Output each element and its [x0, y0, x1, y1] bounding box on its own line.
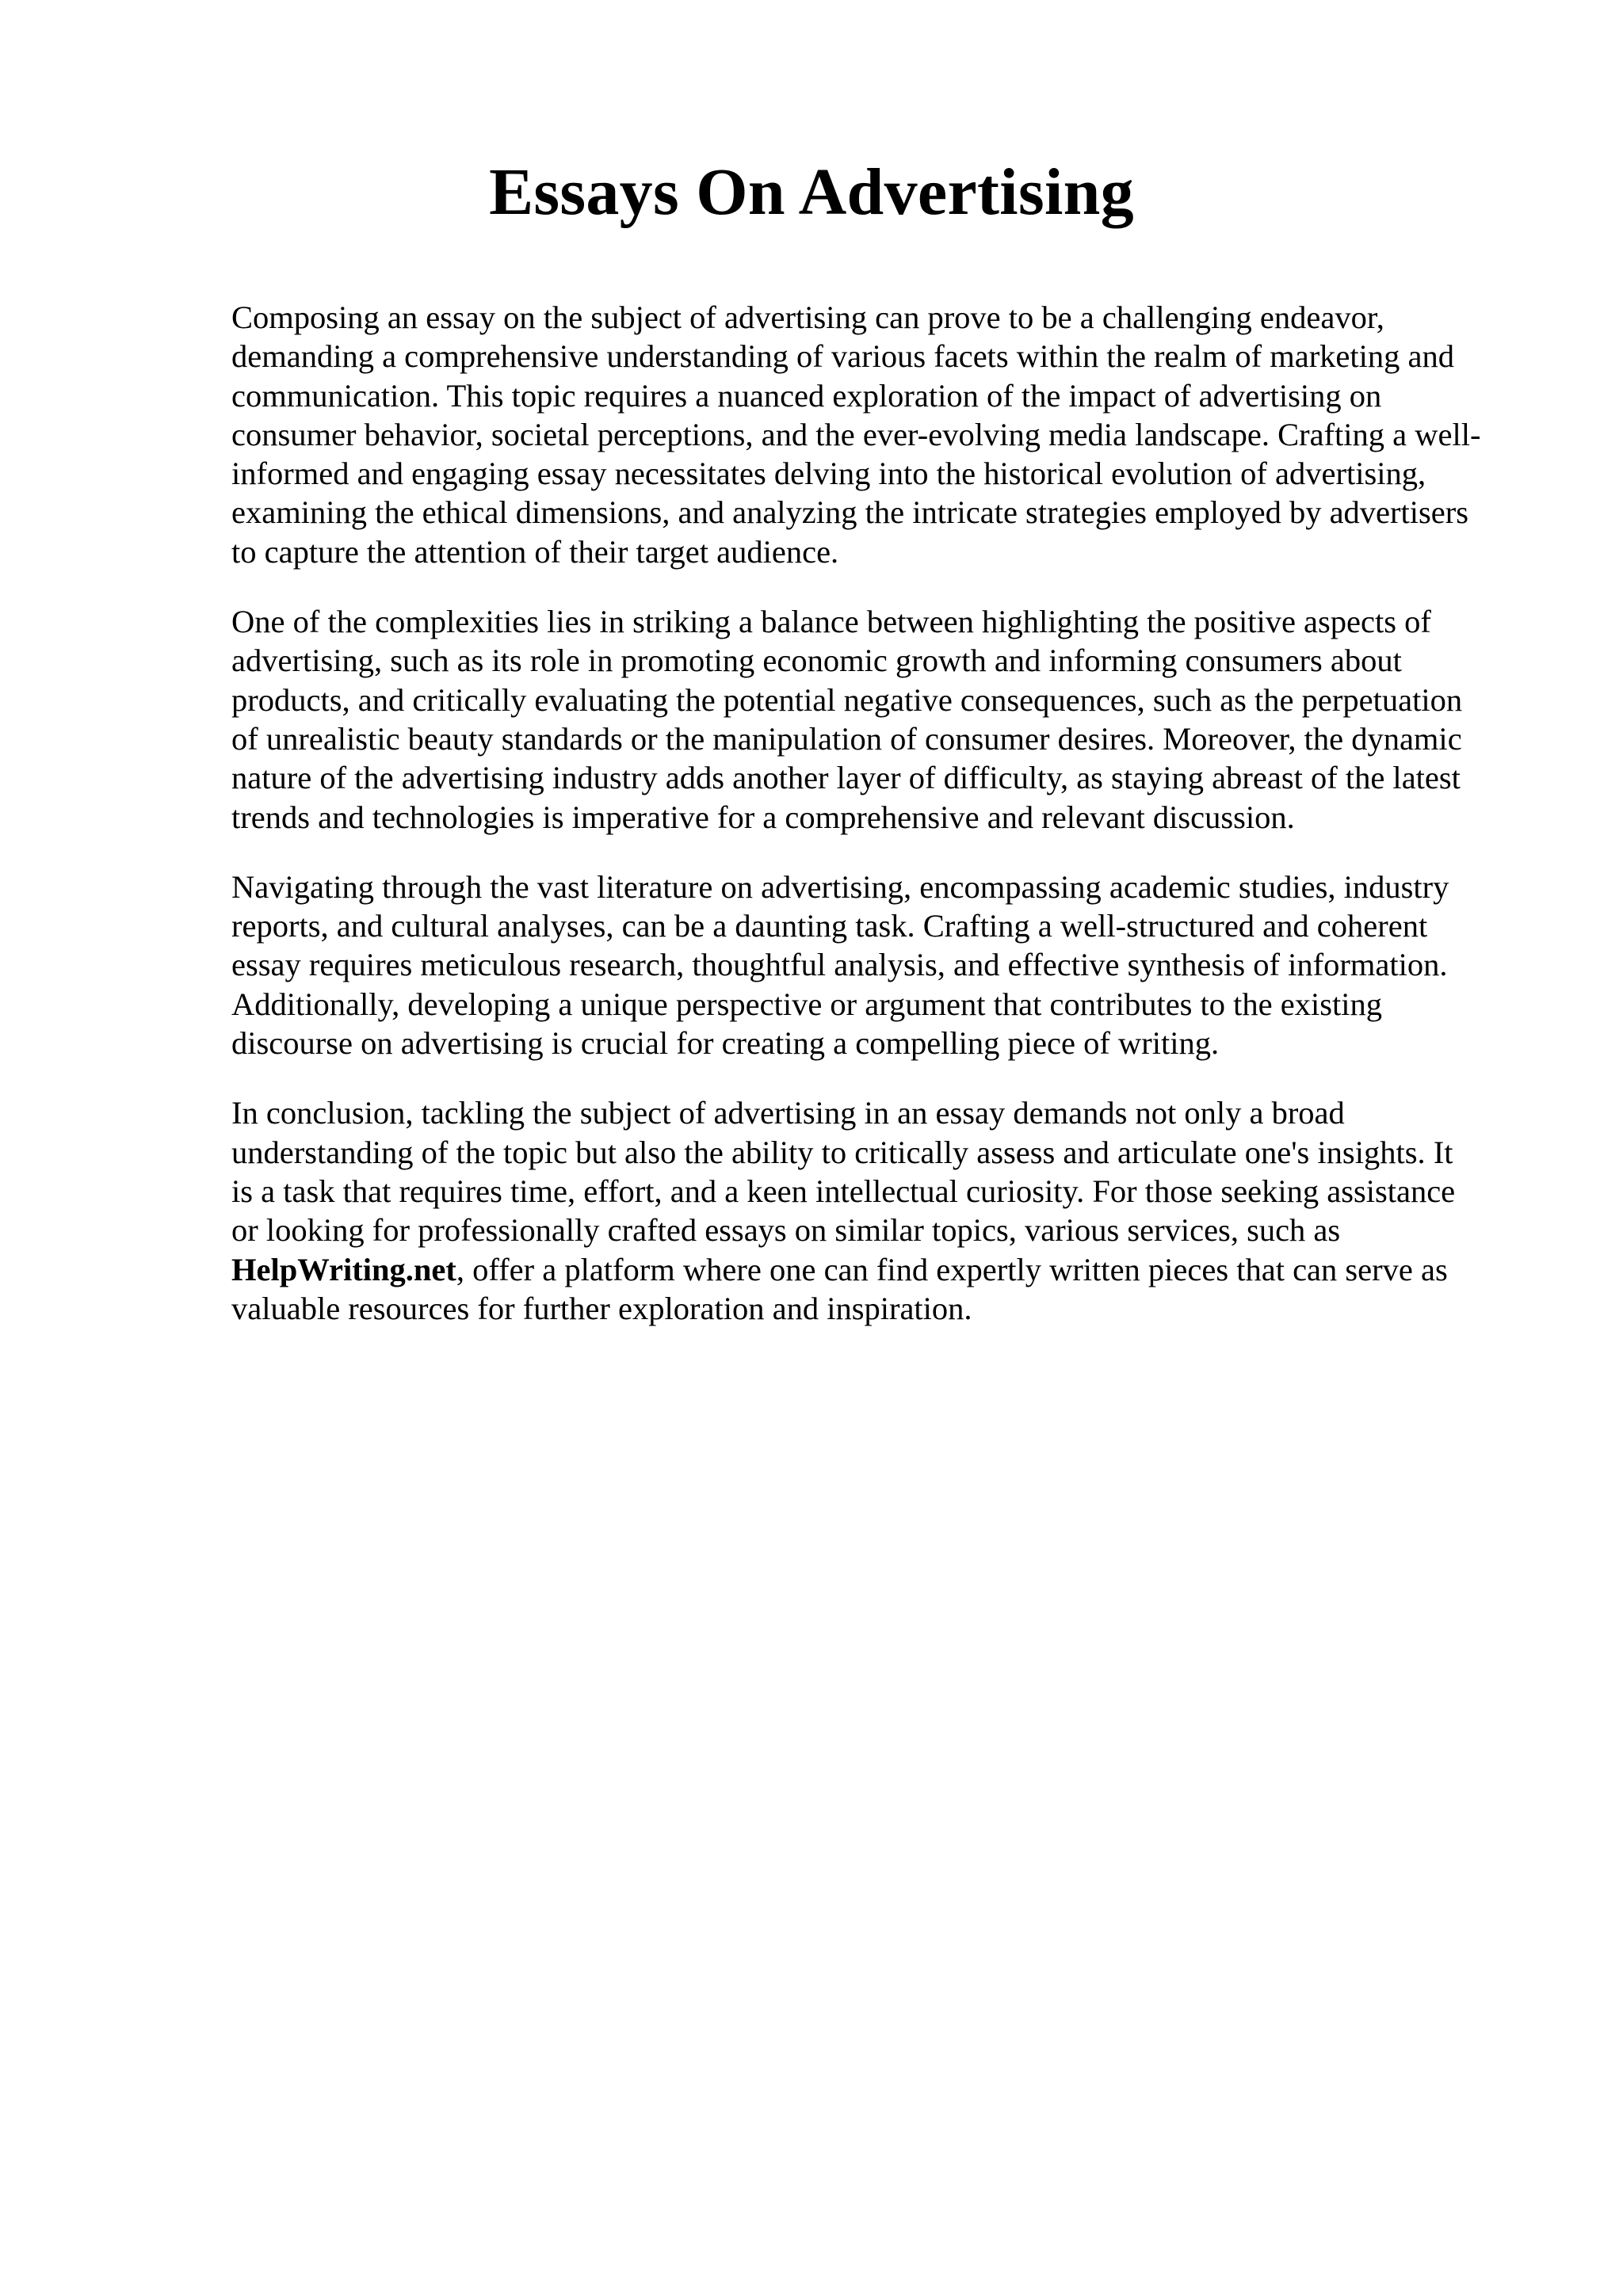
text-line: communication. This topic requires a nuanced exploration of the impact of advertising on: [231, 377, 1382, 414]
document-body: [231, 298, 1515, 1359]
text-line: Additionally, developing a unique perspective or argument that contributes to the existing: [231, 986, 1383, 1022]
helpwriting-link[interactable]: HelpWriting.net: [231, 1251, 456, 1287]
text-line: of unrealistic beauty standards or the manipulation of consumer desires. Moreover, the dynamic: [231, 720, 1462, 757]
paragraph-complexities: [231, 602, 1515, 837]
text-line: In conclusion, tackling the subject of advertising in an essay demands not only a broad: [231, 1095, 1345, 1131]
text-line: demanding a comprehensive understanding of various facets within the realm of marketing and: [231, 338, 1455, 375]
text-line: advertising, such as its role in promoting economic growth and informing consumers about: [231, 643, 1402, 679]
paragraph-conclusion: [231, 1093, 1515, 1328]
text-line: understanding of the topic but also the ability to critically assess and articulate one's insights. It: [231, 1134, 1453, 1170]
text-line: informed and engaging essay necessitates delving into the historical evolution of advertising,: [231, 456, 1426, 492]
paragraph-literature: [231, 868, 1515, 1062]
text-line: trends and technologies is imperative for a comprehensive and relevant discussion.: [231, 799, 1295, 835]
text-line: nature of the advertising industry adds another layer of difficulty, as staying abreast of the latest: [231, 760, 1461, 796]
text-line: valuable resources for further exploration and inspiration.: [231, 1290, 972, 1326]
text-line: is a task that requires time, effort, and a keen intellectual curiosity. For those seeking assistance: [231, 1173, 1456, 1209]
text-line: products, and critically evaluating the potential negative consequences, such as the perpetuation: [231, 681, 1463, 718]
text-line: or looking for professionally crafted essays on similar topics, various services, such as: [231, 1212, 1341, 1249]
text-line: to capture the attention of their target audience.: [231, 533, 839, 570]
text-line: Composing an essay on the subject of advertising can prove to be a challenging endeavor,: [231, 299, 1384, 335]
text-line: discourse on advertising is crucial for creating a compelling piece of writing.: [231, 1025, 1220, 1062]
text-line: examining the ethical dimensions, and analyzing the intricate strategies employed by advertisers: [231, 494, 1469, 531]
text-line-with-link: [231, 1250, 1515, 1289]
link-followup-text: , offer a platform where one can find expertly written pieces that can serve as: [456, 1251, 1448, 1287]
document-title: Essays On Advertising: [489, 155, 1134, 229]
text-line: Navigating through the vast literature on advertising, encompassing academic studies, industry: [231, 868, 1449, 905]
text-line: reports, and cultural analyses, can be a daunting task. Crafting a well-structured and coherent: [231, 908, 1428, 944]
text-line: consumer behavior, societal perceptions, and the ever-evolving media landscape. Crafting a well-: [231, 416, 1481, 452]
text-line: essay requires meticulous research, thoughtful analysis, and effective synthesis of information.: [231, 947, 1448, 983]
paragraph-intro: [231, 298, 1515, 571]
text-line: One of the complexities lies in striking a balance between highlighting the positive aspects of: [231, 604, 1431, 640]
